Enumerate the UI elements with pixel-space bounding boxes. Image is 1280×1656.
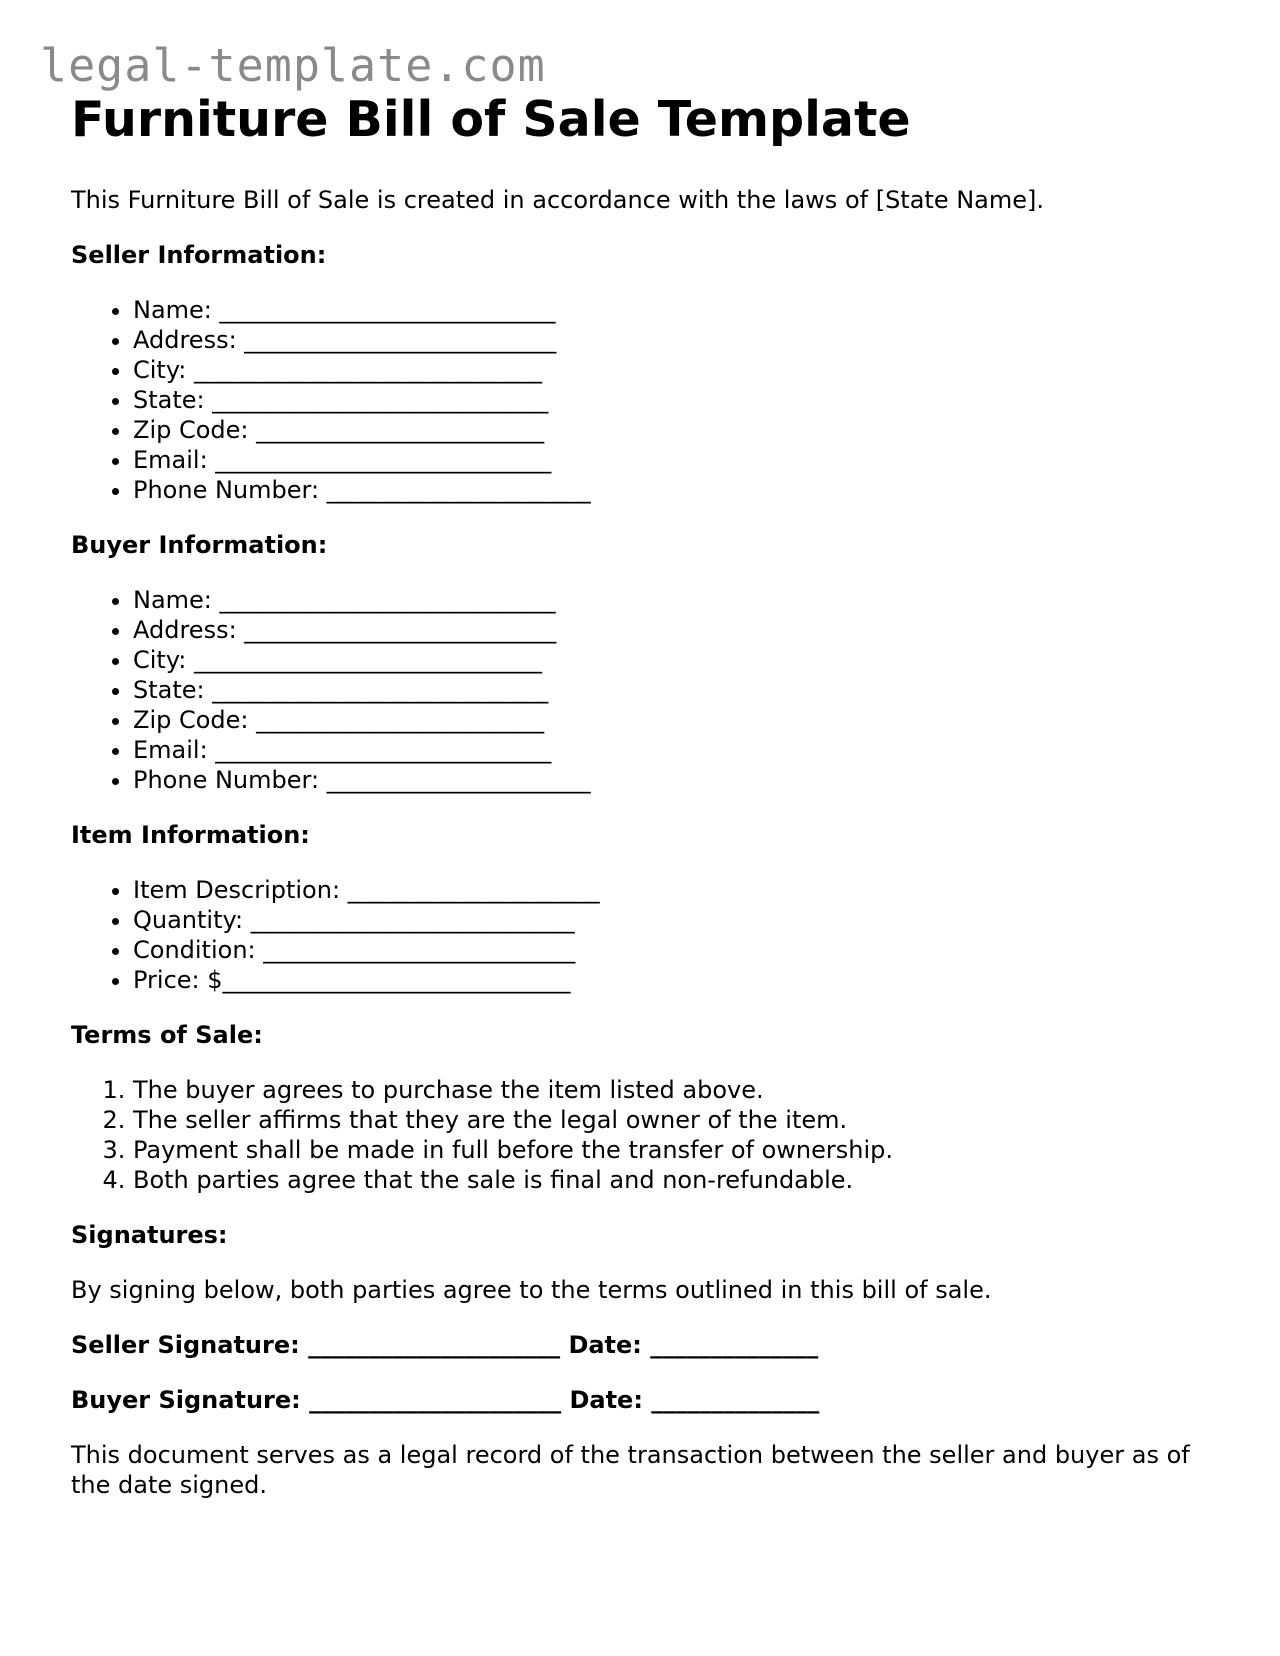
buyer-heading: Buyer Information: (71, 531, 328, 559)
site-watermark: legal-template.com (40, 39, 546, 92)
buyer-city-field: • City: _____________________________ (133, 645, 1221, 675)
term-item: 1. The buyer agrees to purchase the item listed above. (133, 1075, 1221, 1105)
seller-email-field: • Email: ____________________________ (133, 445, 1221, 475)
item-description-field: • Item Description: _____________________ (133, 875, 1221, 905)
buyer-zip-field: • Zip Code: ________________________ (133, 705, 1221, 735)
item-heading: Item Information: (71, 821, 310, 849)
terms-list (71, 1075, 1221, 1195)
seller-state-field: • State: ____________________________ (133, 385, 1221, 415)
buyer-phone-field: • Phone Number: ______________________ (133, 765, 1221, 795)
item-fields-list (71, 875, 1221, 995)
document-body (71, 82, 1221, 1500)
item-condition-field: • Condition: __________________________ (133, 935, 1221, 965)
seller-address-field: • Address: __________________________ (133, 325, 1221, 355)
buyer-fields-list (71, 585, 1221, 795)
item-quantity-field: • Quantity: ___________________________ (133, 905, 1221, 935)
buyer-state-field: • State: ____________________________ (133, 675, 1221, 705)
terms-heading: Terms of Sale: (71, 1021, 263, 1049)
seller-name-field: • Name: ____________________________ (133, 295, 1221, 325)
seller-heading: Seller Information: (71, 241, 327, 269)
document-title: Furniture Bill of Sale Template (71, 91, 911, 148)
closing-paragraph: This document serves as a legal record of the transaction between the seller and buyer as of the date signed. (71, 1441, 1190, 1499)
seller-zip-field: • Zip Code: ________________________ (133, 415, 1221, 445)
buyer-address-field: • Address: __________________________ (133, 615, 1221, 645)
buyer-signature-line: Buyer Signature: _____________________ Date: ______________ (71, 1386, 820, 1414)
seller-signature-line: Seller Signature: _____________________ Date: ______________ (71, 1331, 819, 1359)
buyer-email-field: • Email: ____________________________ (133, 735, 1221, 765)
seller-fields-list (71, 295, 1221, 505)
term-item: 3. Payment shall be made in full before the transfer of ownership. (133, 1135, 1221, 1165)
signatures-heading: Signatures: (71, 1221, 228, 1249)
buyer-name-field: • Name: ____________________________ (133, 585, 1221, 615)
seller-phone-field: • Phone Number: ______________________ (133, 475, 1221, 505)
item-price-field: • Price: $_____________________________ (133, 965, 1221, 995)
term-item: 2. The seller affirms that they are the legal owner of the item. (133, 1105, 1221, 1135)
signatures-paragraph: By signing below, both parties agree to the terms outlined in this bill of sale. (71, 1276, 992, 1304)
intro-paragraph: This Furniture Bill of Sale is created in accordance with the laws of [State Name]. (71, 186, 1045, 214)
seller-city-field: • City: _____________________________ (133, 355, 1221, 385)
term-item: 4. Both parties agree that the sale is final and non-refundable. (133, 1165, 1221, 1195)
